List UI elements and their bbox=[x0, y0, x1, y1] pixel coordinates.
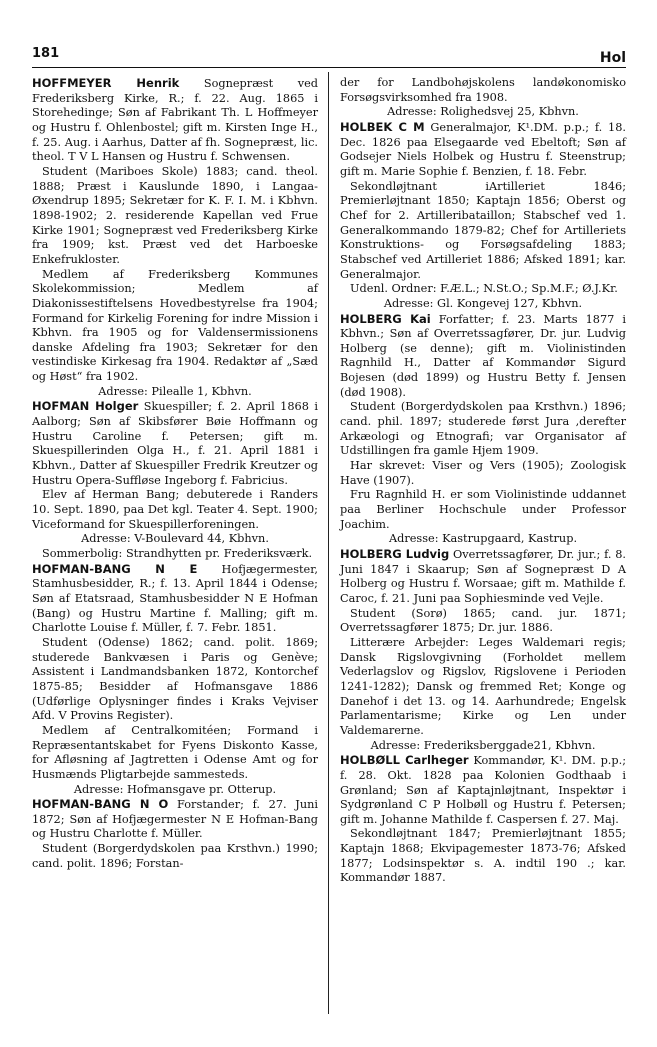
entry-address: Adresse: Kastrupgaard, Kastrup. bbox=[388, 532, 578, 546]
entry-name: HOLBERG Kai bbox=[340, 311, 431, 326]
entry-name: HOLBØLL Carlheger bbox=[340, 753, 469, 768]
entry-address: Adresse: Pilealle 1, Kbhvn. bbox=[98, 384, 252, 398]
entry-lead bbox=[340, 120, 626, 180]
page-header bbox=[32, 46, 626, 70]
right-column bbox=[340, 76, 626, 886]
entry-paragraph: Student (Borgerdydskolen paa Krsthvn.) 1896; cand. phil. 1897; studerede først Jura ,derefter Arkæologi og Etnografi; var Organisator af Udstillingen fra gamle Hjem 1909. bbox=[340, 400, 626, 458]
column-divider bbox=[328, 72, 329, 1014]
page-number: 181 bbox=[32, 46, 60, 61]
entry-name: HOLBEK C M bbox=[340, 119, 425, 134]
entry-paragraph: Har skrevet: Viser og Vers (1905); Zoologisk Have (1907). bbox=[340, 459, 626, 487]
entry-name: HOFMAN Holger bbox=[32, 399, 139, 414]
entry-lead bbox=[32, 562, 318, 636]
entry-paragraph: Udenl. Ordner: F.Æ.L.; N.St.O.; Sp.M.F.; Ø.J.Kr. bbox=[350, 282, 618, 296]
entry-address: Adresse: Gl. Kongevej 127, Kbhvn. bbox=[383, 296, 583, 310]
entry-name: HOFMAN-BANG N E bbox=[32, 561, 198, 576]
entry-paragraph: Medlem af Frederiksberg Kommunes Skolekommission; Medlem af Diakonissestiftelsens Hovedbestyrelse fra 1904; Formand for Kirkelig Forening for indre Mission i Kbhvn. fra 1905 og for Valdensermissionens danske Afdeling fra 1903; Sekretær for den vestindiske Kirkesag fra 1904. Redaktør af „Sæd og Høst“ fra 1902. bbox=[32, 267, 318, 384]
entry-paragraph: Medlem af Centralkomitéen; Formand i Repræsentantskabet for Fyens Diskonto Kasse, for Afløsning af Jagtretten i Odense Amt og for Husmænds Pligtarbejde sammesteds. bbox=[32, 723, 318, 781]
entry-holberg-kai bbox=[340, 312, 626, 548]
entry-address: Adresse: Rolighedsvej 25, Kbhvn. bbox=[387, 105, 579, 119]
entry-text: Forfatter; f. 23. Marts 1877 i Kbhvn.; Søn af Overretssagfører, Dr. jur. Ludvig Holberg (se denne); gift m. Violinistinden Ragnhild H., Datter af Kommandør Sigurd Bojesen (død 1899) og Hustru Betty f. Jensen (død 1908). bbox=[340, 312, 626, 399]
entry-text: Hofjægermester, Stamhusbesidder, R.; f. 13. April 1844 i Odense; Søn af Etatsraad, Stamhusbesidder N E Hofman (Bang) og Hustru Martine f. Malling; gift m. Charlotte Louise f. Müller, f. 7. Febr. 1851. bbox=[32, 562, 318, 635]
header-rule bbox=[32, 67, 626, 68]
entry-continuation-text: der for Landbohøjskolens landøkonomisko Forsøgsvirksomhed fra 1908. bbox=[340, 76, 626, 104]
entry-lead bbox=[340, 312, 626, 401]
entry-paragraph: Litterære Arbejder: Leges Waldemari regis; Dansk Rigslovgivning (Forholdet mellem Vederlagslov og Rigslov, Rigslovene i Perioden 1241-1282); Dansk og fremmed Ret; Konge og Danehof i det 13. og 14. Aarhundrede; Engelsk Parlamentarisme; Kirke og Len under Valdemarerne. bbox=[340, 635, 626, 737]
entry-paragraph: Student (Borgerdydskolen paa Krsthvn.) 1990; cand. polit. 1896; Forstan- bbox=[32, 842, 318, 870]
entry-continuation bbox=[340, 76, 626, 120]
entry-paragraph: Fru Ragnhild H. er som Violinistinde uddannet paa Berliner Hochschule under Professor Joachim. bbox=[340, 488, 626, 531]
entry-lead bbox=[32, 399, 318, 488]
entry-text: Kommandør, K¹. DM. p.p.; f. 28. Okt. 1828 paa Kolonien Godthaab i Grønland; Søn af Kaptajnløjtnant, Inspektør i Sydgrønland C P Holbøll og Hustru f. Petersen; gift m. Johanne Mathilde f. Caspersen f. 27. Maj. bbox=[340, 754, 627, 826]
entry-hofman-bang-no bbox=[32, 797, 318, 871]
running-head: Hol bbox=[599, 50, 626, 66]
entry-extra: Sommerbolig: Strandhytten pr. Frederiksværk. bbox=[42, 547, 313, 560]
entry-hofman-bang-ne bbox=[32, 562, 318, 798]
entry-name: HOFMAN-BANG N O bbox=[32, 797, 169, 812]
entry-lead bbox=[340, 753, 626, 827]
entry-address: Adresse: V-Boulevard 44, Kbhvn. bbox=[81, 532, 269, 546]
entry-lead bbox=[32, 797, 318, 842]
entry-address: Adresse: Hofmansgave pr. Otterup. bbox=[73, 782, 277, 796]
entry-paragraph: Student (Odense) 1862; cand. polit. 1869; studerede Bankvæsen i Paris og Genève; Assistent i Landmandsbanken 1872, Kontorchef 1875-85; Besidder af Hofmansgave 1886 (Udførlige Oplysninger findes i Kraks Vejviser Afd. V Provins Register). bbox=[32, 635, 318, 723]
entry-hofman-holger bbox=[32, 399, 318, 561]
entry-name: HOFFMEYER Henrik bbox=[32, 76, 180, 90]
entry-paragraph: Elev af Herman Bang; debuterede i Randers 10. Sept. 1890, paa Det kgl. Teater 4. Sept. 1900; Viceformand for Skuespillerforeningen. bbox=[32, 488, 318, 531]
entry-text: Sognepræst ved Frederiksberg Kirke, R.; f. 22. Aug. 1865 i Storehedinge; Søn af Fabrikant Th. L Hoffmeyer og Hustru f. Ohlenbostel; gift m. Kirsten Inge H., f. 25. Aug. i Aarhus, Datter af fh. Sognepræst, lic. theol. T V L Hansen og Hustru f. Schwensen. bbox=[32, 77, 318, 164]
entry-name: HOLBERG Ludvig bbox=[340, 547, 450, 561]
entry-paragraph: Student (Sorø) 1865; cand. jur. 1871; Overretssagfører 1875; Dr. jur. 1886. bbox=[340, 606, 626, 635]
entry-holbek-cm bbox=[340, 120, 626, 312]
entry-paragraph: Sekondløjtnant 1847; Premierløjtnant 1855; Kaptajn 1868; Ekvipagemester 1873-76; Afsked 1877; Lodsinspektør s. A. indtil 190 .; kar. Kommandør 1887. bbox=[340, 827, 626, 885]
entry-text: Skuespiller; f. 2. April 1868 i Aalborg; Søn af Skibsfører Bøie Hoffmann og Hustru Caroline f. Petersen; gift m. Skuespillerinden Olga H., f. 21. April 1881 i Kbhvn., Datter af Skuespiller Fredrik Kreutzer og Hustru Opera-Suffløse Ingeborg f. Fabricius. bbox=[32, 400, 318, 487]
entry-paragraph: Student (Mariboes Skole) 1883; cand. theol. 1888; Præst i Kauslunde 1890, i Langaa-Øxendrup 1895; Sekretær for K. F. I. M. i Kbhvn. 1898-1902; 2. residerende Kapellan ved Frue Kirke 1901; Sognepræst ved Frederiksberg Kirke fra 1909; kst. Præst ved det Harboeske Enkefrukloster. bbox=[32, 164, 318, 266]
entry-holberg-ludvig bbox=[340, 547, 626, 753]
entry-text: Forstander; f. 27. Juni 1872; Søn af Hofjægermester N E Hofman-Bang og Hustru Charlotte f. Müller. bbox=[32, 798, 318, 841]
entry-lead bbox=[32, 76, 318, 165]
entry-text: Generalmajor, K¹.DM. p.p.; f. 18. Dec. 1826 paa Elsegaarde ved Ebeltoft; Søn af Godsejer Niels Holbek og Hustru f. Steenstrup; gift m. Marie Sophie f. Benzien, f. 18. Febr. bbox=[340, 120, 626, 178]
entry-holboll-carlheger bbox=[340, 753, 626, 886]
entry-address: Adresse: Frederiksberggade21, Kbhvn. bbox=[370, 738, 596, 752]
entry-paragraph: Sekondløjtnant iArtilleriet 1846; Premierløjtnant 1850; Kaptajn 1856; Oberst og Chef for 2. Artilleribataillon; Stabschef ved 1. Generalkommando 1879-82; Chef for Artilleriets Konstruktions- og Forsøgsafdeling 1883; Stabschef ved Artilleriet 1886; Afsked 1891; kar. Generalmajor. bbox=[340, 179, 626, 281]
entry-text: Overretssagfører, Dr. jur.; f. 8. Juni 1847 i Skaarup; Søn af Sognepræst D A Holberg og Hustru f. Worsaae; gift m. Mathilde f. Caroc, f. 21. Juni paa Sophiesminde ved Vejle. bbox=[340, 548, 626, 605]
entry-hoffmeyer-henrik bbox=[32, 76, 318, 399]
entry-lead bbox=[340, 547, 626, 607]
left-column bbox=[32, 76, 318, 871]
